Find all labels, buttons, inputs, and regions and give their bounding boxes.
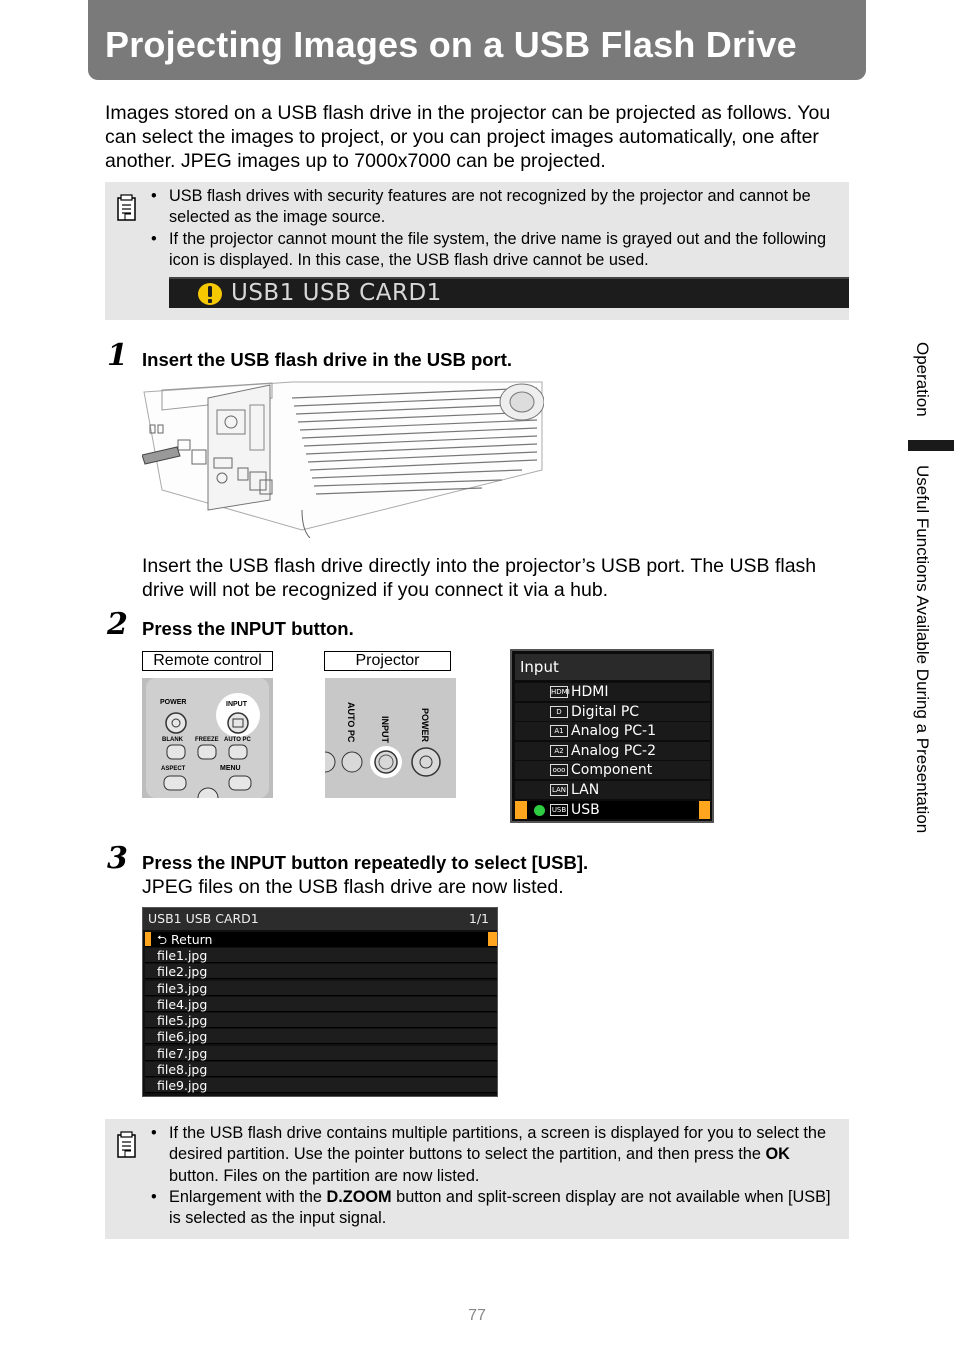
remote-menu-label: MENU: [220, 765, 241, 772]
side-tab-marker: [908, 440, 954, 451]
input-menu-item: ooo Component: [515, 761, 710, 779]
usb-icon: USB: [551, 806, 567, 814]
intro-paragraph: Images stored on a USB flash drive in the projector can be projected as follows. You can select the images to project, or you can project images automatically, one after another. JPEG images up to 7000x7000 can be projected.: [105, 102, 831, 172]
analog-pc1-icon: A1: [550, 725, 568, 737]
file-list-row: file2.jpg: [145, 964, 497, 979]
hdmi-icon: HDMI: [551, 688, 570, 696]
projector-label: Projector: [324, 651, 451, 671]
input-menu-item: A2 Analog PC-2: [515, 742, 710, 760]
input-menu-item: LAN LAN: [515, 781, 710, 799]
input-menu-item-selected: USB USB: [515, 801, 710, 819]
selected-indicator-icon: [534, 805, 545, 816]
lan-icon: LAN: [551, 786, 567, 794]
title-bar: [88, 0, 866, 80]
warning-icon: [197, 282, 223, 306]
input-menu-item: D Digital PC: [515, 703, 710, 721]
remote-control-photo: [142, 678, 273, 798]
page-title: Projecting Images on a USB Flash Drive: [105, 24, 797, 65]
memo-icon: [115, 1131, 139, 1159]
file-list-screenshot: [142, 907, 498, 1097]
file-list-title: USB1 USB CARD1: [148, 911, 259, 926]
input-menu-item: A1 Analog PC-1: [515, 722, 710, 740]
remote-blank-label: BLANK: [162, 737, 183, 743]
side-tab-operation: Operation: [913, 342, 932, 417]
analog-pc2-icon: A2: [550, 745, 568, 757]
note-box-2: [105, 1119, 849, 1239]
remote-freeze-label: FREEZE: [195, 737, 219, 743]
step-heading: Insert the USB flash drive in the USB port.: [142, 349, 513, 370]
file-list-header: [143, 908, 497, 930]
file-list-page: 1/1: [468, 911, 489, 926]
remote-input-label: INPUT: [226, 701, 247, 708]
remote-power-label: POWER: [160, 699, 187, 706]
file-list-row: file4.jpg: [145, 997, 497, 1012]
file-list-row: file3.jpg: [145, 981, 497, 996]
projector-usb-port-illustration: [142, 380, 544, 538]
step-number: 3: [107, 841, 128, 876]
projector-panel-illustration: [325, 678, 456, 798]
note-2-item: • If the USB flash drive contains multiple partitions, a screen is displayed for you to select the desired partition. Use the pointer buttons to select the partition, and then press the OK button. Files on the partition are now listed.: [151, 1123, 841, 1187]
step-text: Insert the USB flash drive directly into the projector’s USB port. The USB flash drive will not be recognized if you connect it via a hub.: [142, 555, 817, 601]
file-list-row: file5.jpg: [145, 1013, 497, 1028]
file-list-row: file8.jpg: [145, 1062, 497, 1077]
step-text: JPEG files on the USB flash drive are now listed.: [142, 876, 564, 898]
page-number: 77: [468, 1307, 486, 1324]
memo-icon: [115, 194, 139, 222]
step-heading: Press the INPUT button.: [142, 618, 354, 639]
projector-panel-photo: [325, 678, 456, 798]
return-icon: ⮌: [157, 932, 168, 947]
note-2-item: • Enlargement with the D.ZOOM button and split-screen display are not available when [USB] is selected as the input signal.: [151, 1187, 841, 1230]
step-number: 2: [107, 607, 128, 642]
remote-aspect-label: ASPECT: [161, 766, 186, 772]
remote-control-label: Remote control: [142, 651, 273, 671]
file-list-row: file7.jpg: [145, 1046, 497, 1061]
file-list-row: file1.jpg: [145, 948, 497, 963]
component-icon: ooo: [550, 764, 568, 776]
file-list-row: file9.jpg: [145, 1078, 497, 1093]
note-1-list: [151, 186, 841, 271]
file-list-return-row: ⮌ Return: [145, 932, 497, 947]
panel-input-label: INPUT: [380, 716, 390, 743]
note-2-list: [151, 1123, 841, 1229]
step-number: 1: [107, 338, 128, 373]
digital-pc-icon: D: [550, 706, 568, 718]
unusable-drive-bar: [169, 277, 849, 308]
side-tab-section: Useful Functions Available During a Presentation: [913, 465, 932, 834]
note-1-item: • USB flash drives with security features are not recognized by the projector and cannot be selected as the image source.: [151, 186, 841, 229]
drive-name: USB1 USB CARD1: [231, 280, 442, 306]
step-heading: Press the INPUT button repeatedly to select [USB].: [142, 852, 589, 873]
remote-auto-pc-label: AUTO PC: [224, 737, 251, 743]
file-list-row: file6.jpg: [145, 1029, 497, 1044]
input-menu-title: Input: [515, 654, 710, 680]
panel-auto-pc-label: AUTO PC: [346, 702, 356, 743]
input-menu-item: HDMI HDMI: [515, 683, 710, 701]
note-1-item: • If the projector cannot mount the file system, the drive name is grayed out and the following icon is displayed. In this case, the USB flash drive cannot be used.: [151, 229, 841, 272]
input-menu-screenshot: [510, 649, 714, 823]
panel-power-label: POWER: [420, 708, 430, 743]
